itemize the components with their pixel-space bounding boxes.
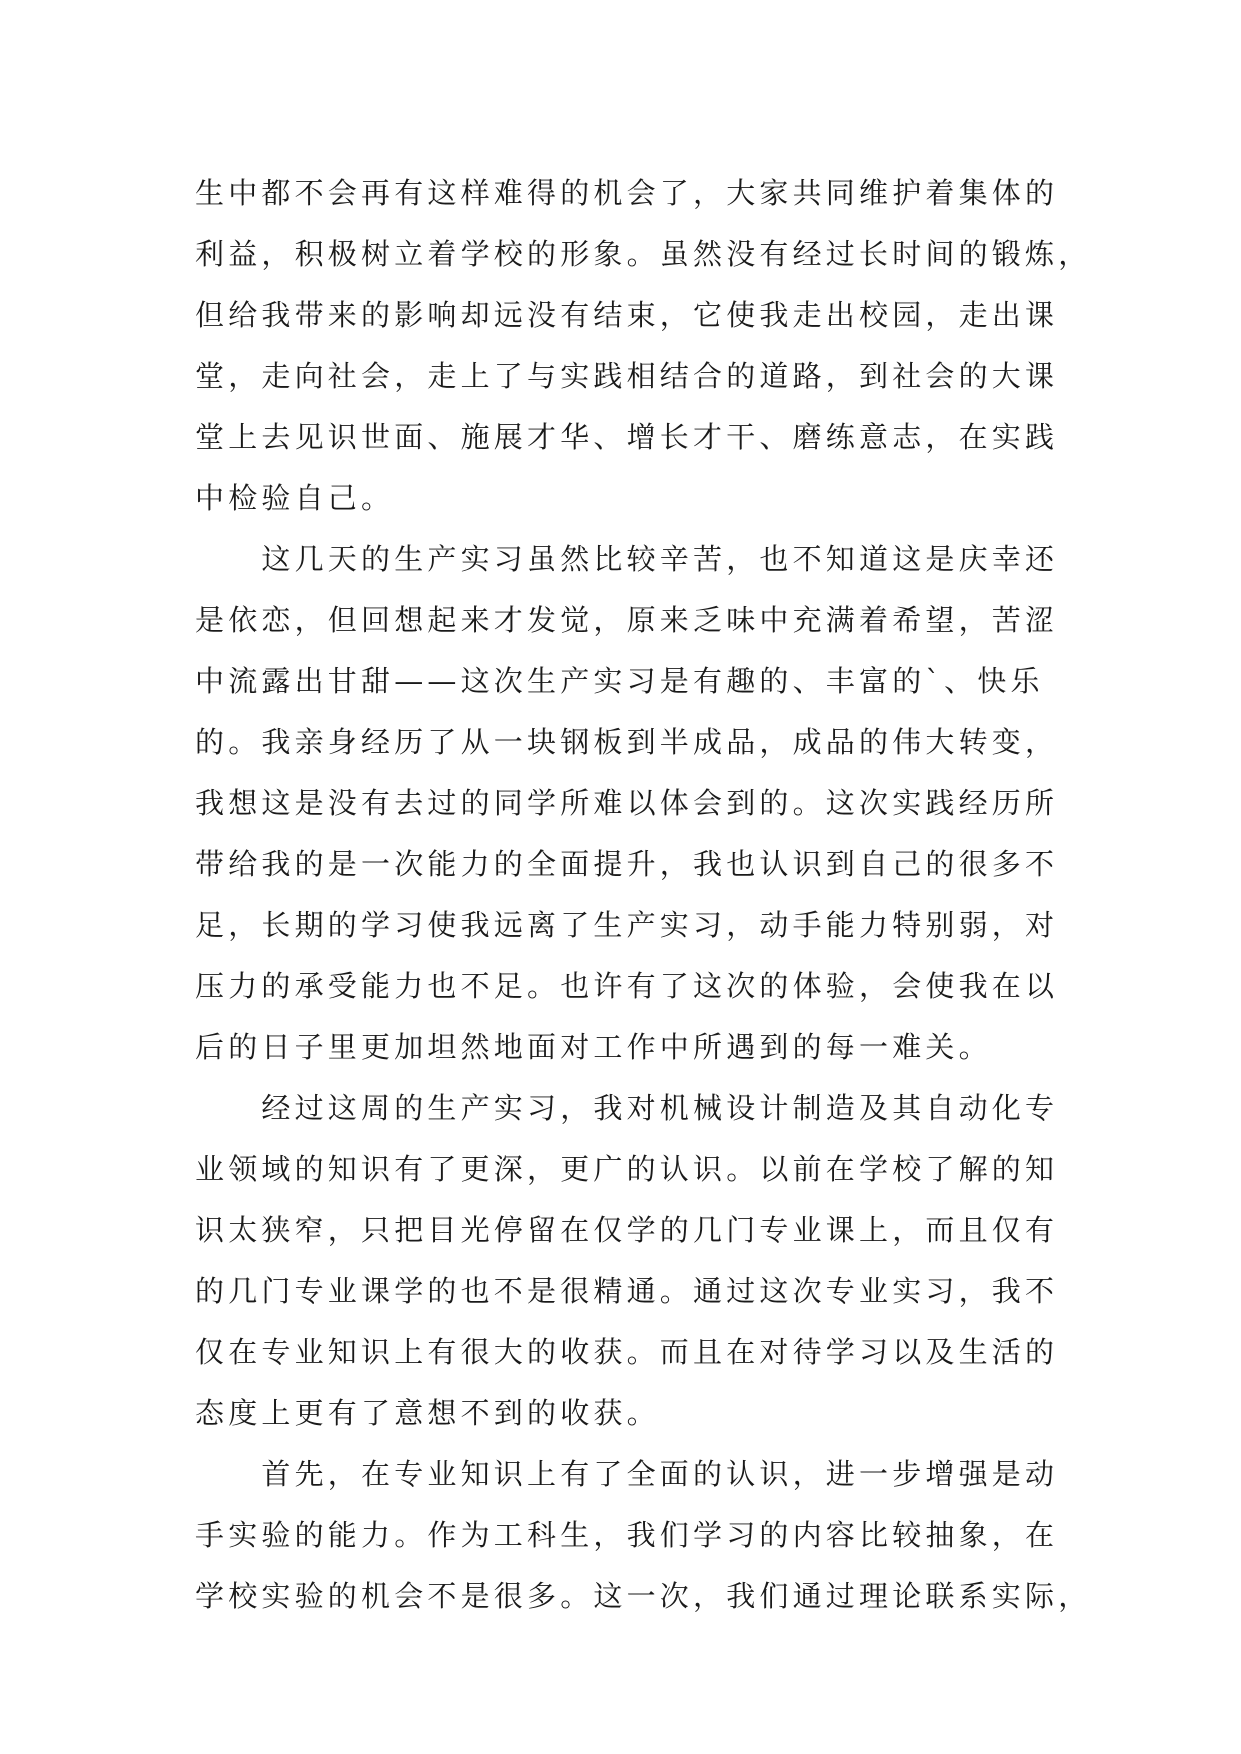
text-line: 我想这是没有去过的同学所难以体会到的。这次实践经历所 — [195, 786, 1059, 820]
text-line: 中检验自己。 — [195, 481, 395, 515]
text-line: 足，长期的学习使我远离了生产实习，动手能力特别弱，对 — [195, 908, 1059, 942]
text-line: 首先，在专业知识上有了全面的认识，进一步增强是动 — [195, 1457, 1059, 1491]
text-line: 是依恋，但回想起来才发觉，原来乏味中充满着希望，苦涩 — [195, 603, 1059, 637]
text-line: 但给我带来的影响却远没有结束，它使我走出校园，走出课 — [195, 298, 1059, 332]
text-line: 手实验的能力。作为工科生，我们学习的内容比较抽象，在 — [195, 1518, 1059, 1552]
text-line: 业领域的知识有了更深，更广的认识。以前在学校了解的知 — [195, 1152, 1059, 1186]
text-line: 中流露出甘甜——这次生产实习是有趣的、丰富的`、快乐 — [195, 664, 1044, 698]
text-line: 的。我亲身经历了从一块钢板到半成品，成品的伟大转变， — [195, 725, 1059, 759]
text-line: 后的日子里更加坦然地面对工作中所遇到的每一难关。 — [195, 1030, 992, 1064]
text-line: 这几天的生产实习虽然比较辛苦，也不知道这是庆幸还 — [195, 542, 1059, 576]
text-line: 压力的承受能力也不足。也许有了这次的体验，会使我在以 — [195, 969, 1059, 1003]
text-line: 生中都不会再有这样难得的机会了，大家共同维护着集体的 — [195, 176, 1059, 210]
text-line: 堂，走向社会，走上了与实践相结合的道路，到社会的大课 — [195, 359, 1059, 393]
text-line: 堂上去见识世面、施展才华、增长才干、磨练意志，在实践 — [195, 420, 1059, 454]
text-line: 仅在专业知识上有很大的收获。而且在对待学习以及生活的 — [195, 1335, 1059, 1369]
text-line: 识太狭窄，只把目光停留在仅学的几门专业课上，而且仅有 — [195, 1213, 1059, 1247]
text-line: 带给我的是一次能力的全面提升，我也认识到自己的很多不 — [195, 847, 1059, 881]
paragraph — [195, 1444, 1092, 1627]
text-line: 利益，积极树立着学校的形象。虽然没有经过长时间的锻炼， — [195, 237, 1092, 271]
text-line: 学校实验的机会不是很多。这一次，我们通过理论联系实际， — [195, 1579, 1092, 1613]
paragraph — [195, 529, 1075, 1078]
text-line: 经过这周的生产实习，我对机械设计制造及其自动化专 — [195, 1091, 1059, 1125]
paragraph — [195, 1078, 1075, 1444]
paragraph — [195, 163, 1092, 529]
body-text — [195, 163, 1092, 1627]
text-line: 的几门专业课学的也不是很精通。通过这次专业实习，我不 — [195, 1274, 1059, 1308]
text-line: 态度上更有了意想不到的收获。 — [195, 1396, 660, 1430]
